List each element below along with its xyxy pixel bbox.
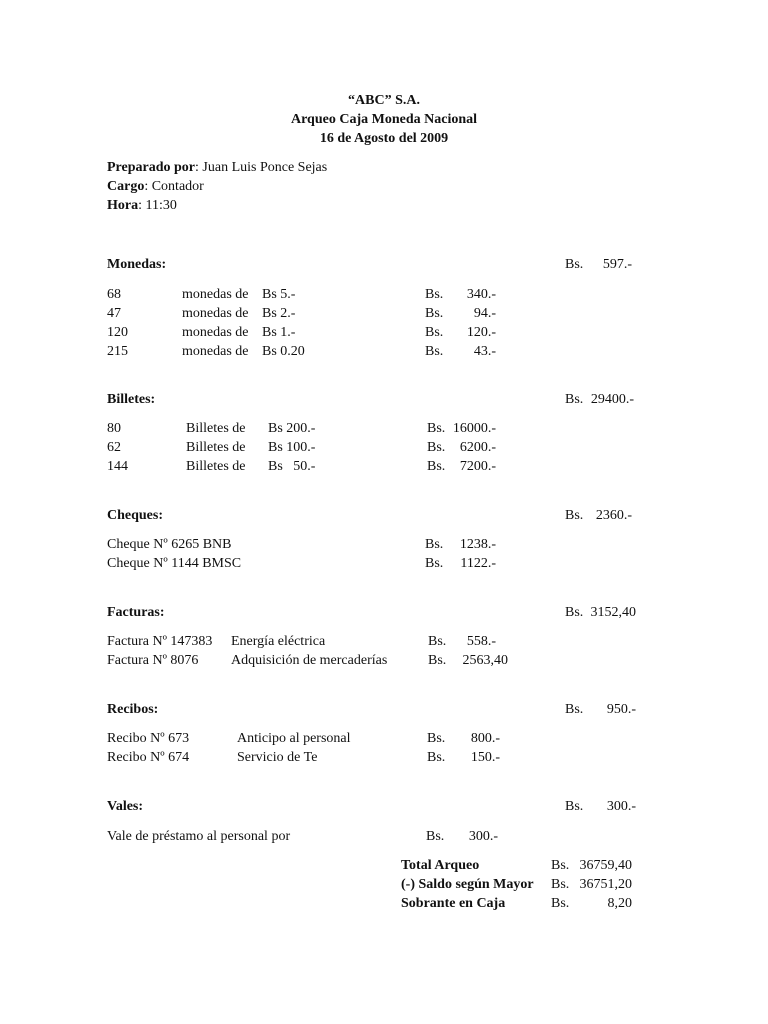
invoice-number: Factura Nº 8076 <box>107 653 199 668</box>
qty: 120 <box>107 325 128 340</box>
amount: 6200.- <box>459 440 496 455</box>
section-total-cur: Bs. <box>565 257 584 272</box>
section-total-cur: Bs. <box>565 392 584 407</box>
summary-label: (-) Saldo según Mayor <box>401 877 534 892</box>
currency: Bs. <box>425 287 444 302</box>
section-total-monedas: 597.- <box>602 257 632 272</box>
currency: Bs. <box>426 829 445 844</box>
concept: Adquisición de mercaderías <box>231 653 388 668</box>
summary-amount: 36759,40 <box>579 858 632 873</box>
amount: 150.- <box>470 750 500 765</box>
cargo-line <box>107 178 204 196</box>
summary-currency: Bs. <box>551 896 570 911</box>
summary-currency: Bs. <box>551 858 570 873</box>
section-total-cur: Bs. <box>565 508 584 523</box>
desc: Billetes de <box>186 459 246 474</box>
summary-amount: 36751,20 <box>579 877 632 892</box>
concept: Anticipo al personal <box>237 731 351 746</box>
currency: Bs. <box>425 556 444 571</box>
section-total-facturas: 3152,40 <box>590 605 636 620</box>
section-total-cur: Bs. <box>565 605 584 620</box>
amount: 2563,40 <box>462 653 508 668</box>
currency: Bs. <box>427 750 446 765</box>
currency: Bs. <box>425 325 444 340</box>
qty: 144 <box>107 459 128 474</box>
desc: monedas de <box>182 325 249 340</box>
currency: Bs. <box>427 421 446 436</box>
denomination: Bs 50.- <box>268 459 316 474</box>
currency: Bs. <box>427 459 446 474</box>
section-heading-facturas: Facturas: <box>107 605 165 620</box>
cargo-value: : Contador <box>144 179 204 194</box>
hora-label: Hora <box>107 198 139 213</box>
amount: 1122.- <box>460 556 496 571</box>
desc: monedas de <box>182 287 249 302</box>
amount: 800.- <box>470 731 500 746</box>
section-total-recibos: 950.- <box>606 702 636 717</box>
currency: Bs. <box>427 731 446 746</box>
denomination: Bs 200.- <box>268 421 316 436</box>
currency: Bs. <box>428 653 447 668</box>
amount: 7200.- <box>459 459 496 474</box>
denomination: Bs 100.- <box>268 440 316 455</box>
desc: monedas de <box>182 306 249 321</box>
section-heading-monedas: Monedas: <box>107 257 167 272</box>
concept: Servicio de Te <box>237 750 318 765</box>
section-total-cur: Bs. <box>565 799 584 814</box>
section-total-cheques: 2360.- <box>595 508 632 523</box>
qty: 80 <box>107 421 121 436</box>
desc: monedas de <box>182 344 249 359</box>
amount: 94.- <box>473 306 496 321</box>
concept: Energía eléctrica <box>231 634 326 649</box>
desc: Cheque Nº 6265 BNB <box>107 537 232 552</box>
amount: 120.- <box>466 325 496 340</box>
section-heading-billetes: Billetes: <box>107 392 156 407</box>
section-total-billetes: 29400.- <box>590 392 634 407</box>
desc: Cheque Nº 1144 BMSC <box>107 556 242 571</box>
receipt-number: Recibo Nº 674 <box>107 750 190 765</box>
section-heading-recibos: Recibos: <box>107 702 159 717</box>
summary-amount: 8,20 <box>607 896 632 911</box>
desc: Billetes de <box>186 421 246 436</box>
invoice-number: Factura Nº 147383 <box>107 634 213 649</box>
prepared-by-value: : Juan Luis Ponce Sejas <box>195 160 328 175</box>
desc: Vale de préstamo al personal por <box>107 829 291 844</box>
section-heading-cheques: Cheques: <box>107 508 164 523</box>
prepared-by-label: Preparado por <box>107 160 196 175</box>
amount: 43.- <box>473 344 496 359</box>
amount: 1238.- <box>459 537 496 552</box>
document-date: 16 de Agosto del 2009 <box>319 131 449 146</box>
summary-currency: Bs. <box>551 877 570 892</box>
section-total-cur: Bs. <box>565 702 584 717</box>
summary-label: Sobrante en Caja <box>401 896 506 911</box>
amount: 340.- <box>466 287 496 302</box>
currency: Bs. <box>425 344 444 359</box>
qty: 215 <box>107 344 128 359</box>
currency: Bs. <box>425 306 444 321</box>
section-heading-vales: Vales: <box>107 799 144 814</box>
desc: Billetes de <box>186 440 246 455</box>
qty: 47 <box>107 306 121 321</box>
hora-value: : 11:30 <box>138 198 177 213</box>
amount: 558.- <box>466 634 496 649</box>
company-name: “ABC” S.A. <box>348 93 420 108</box>
qty: 62 <box>107 440 121 455</box>
qty: 68 <box>107 287 121 302</box>
amount: 16000.- <box>452 421 496 436</box>
document-title: Arqueo Caja Moneda Nacional <box>290 112 478 127</box>
currency: Bs. <box>428 634 447 649</box>
denomination: Bs 1.- <box>262 325 296 340</box>
receipt-number: Recibo Nº 673 <box>107 731 190 746</box>
section-total-vales: 300.- <box>606 799 636 814</box>
currency: Bs. <box>425 537 444 552</box>
summary-label: Total Arqueo <box>401 858 480 873</box>
cargo-label: Cargo <box>107 179 145 194</box>
denomination: Bs 0.20 <box>262 344 305 359</box>
hora-line <box>107 197 177 215</box>
denomination: Bs 5.- <box>262 287 296 302</box>
denomination: Bs 2.- <box>262 306 296 321</box>
amount: 300.- <box>468 829 498 844</box>
currency: Bs. <box>427 440 446 455</box>
prepared-by-line <box>107 159 327 177</box>
